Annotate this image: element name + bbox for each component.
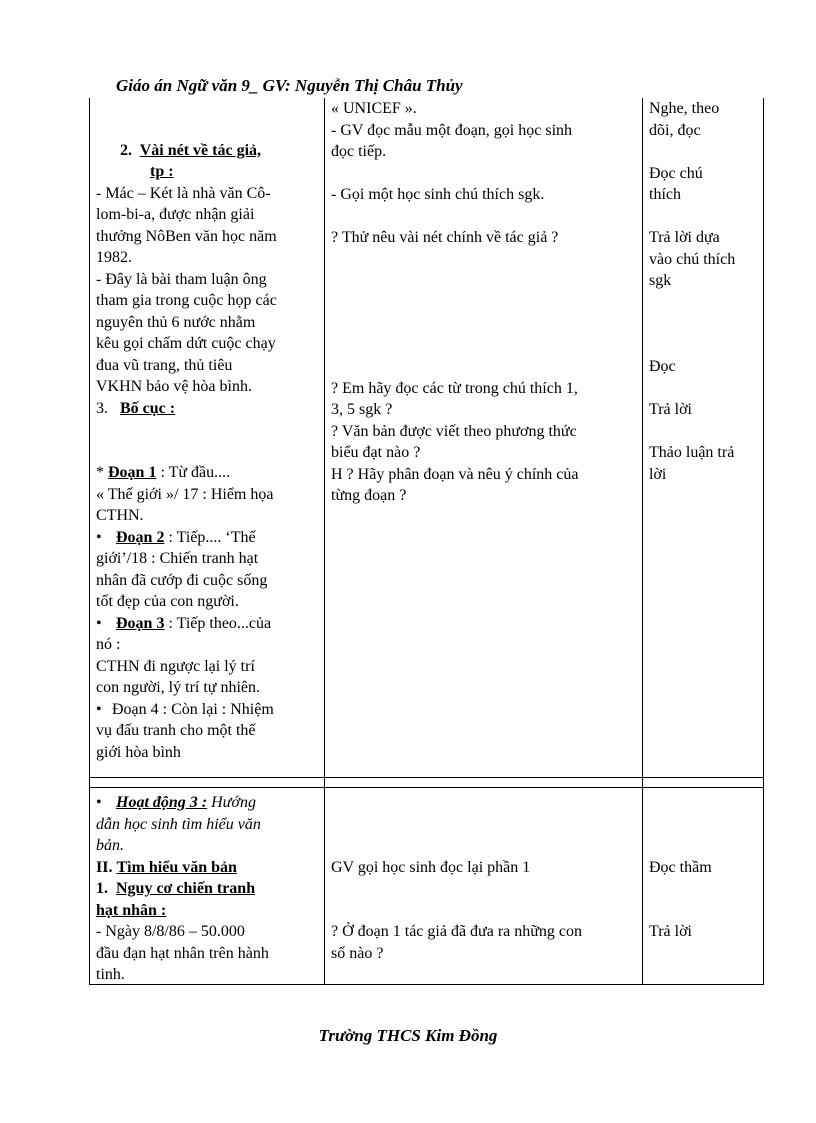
page-footer: Trường THCS Kim Đồng xyxy=(318,1026,498,1045)
segment-3: • Đoạn 3 : Tiếp theo...của xyxy=(96,613,320,635)
section-heading-text-analysis: II. Tìm hiểu văn bản xyxy=(96,858,237,876)
row1-col3: Nghe, theo dõi, đọc Đọc chú thích Trả lời dựa vào chú thích sgk Đọc Trả lời Thảo luận trả lời xyxy=(649,100,736,483)
row-divider xyxy=(89,787,764,788)
table-right-border xyxy=(763,98,764,985)
row2-col2: GV gọi học sinh đọc lại phần 1 ? Ở đoạn 1 tác giả đã đưa ra những con số nào ? xyxy=(331,858,583,962)
page-header: Giáo án Ngữ văn 9_ GV: Nguyễn Thị Châu Thủy xyxy=(116,76,463,95)
activity-heading: • Hoạt động 3 : Hướng xyxy=(96,792,320,814)
row1-col1: 2. Vài nét về tác giả, tp : - Mác – Két là nhà văn Cô- lom-bi-a, được nhận giải thưởng NôBen văn học năm 1982. - Đây là bài tham luận ông tham gia trong cuộc họp các nguyên thủ 6 nước nhằm kêu gọi chấm dứt cuộc chạy đua vũ trang, thủ tiêu VKHN bảo vệ hòa bình. 3. Bố cục : * Đoạn 1 : Từ đầu.... « Thế giới »/ 17 : Hiểm họa CTHN. • Đoạn 2 : Tiếp.... ‘Thế giới’/18 : Chiến tranh hạt nhân đã cướp đi cuộc sống tốt đẹp của con người. • Đoạn 3 : Tiếp theo...của nó : CTHN đi ngược lại lý trí con người, lý trí tự nhiên. • Đoạn 4 : Còn lại : Nhiệm vụ đấu tranh cho một thế giới hòa bình xyxy=(96,98,320,763)
table-col-divider-1 xyxy=(324,98,325,985)
segment-1: * Đoạn 1 : Từ đầu.... xyxy=(96,464,231,481)
row2-col3: Đọc thầm Trả lời xyxy=(649,858,712,940)
segment-2: • Đoạn 2 : Tiếp.... ‘Thế xyxy=(96,527,320,549)
row1-col2: « UNICEF ». - GV đọc mẫu một đoạn, gọi học sinh đọc tiếp. - Gọi một học sinh chú thích sgk. ? Thử nêu vài nét chính về tác giả ? ? Em hãy đọc các từ trong chú thích 1, 3, 5 sgk ? ? Văn bản được viết theo phương thức biểu đạt nào ? H ? Hãy phân đoạn và nêu ý chính của từng đoạn ? xyxy=(331,100,579,504)
section-heading-nuclear-risk: 1. Nguy cơ chiến tranh xyxy=(96,880,256,897)
section-heading-author: 2. Vài nét về tác giả, xyxy=(120,141,262,159)
row-divider xyxy=(89,777,764,778)
section-heading-structure: 3. Bố cục : xyxy=(96,399,176,417)
row2-col1: • Hoạt động 3 : Hướng dẫn học sinh tìm hiểu văn bản. II. Tìm hiểu văn bản 1. Nguy cơ chiến tranh hạt nhân : - Ngày 8/8/86 – 50.000 đầu đạn hạt nhân trên hành tinh. xyxy=(96,792,320,986)
table-left-border xyxy=(89,98,90,985)
table-col-divider-2 xyxy=(642,98,643,985)
segment-4: • Đoạn 4 : Còn lại : Nhiệm xyxy=(96,699,320,721)
